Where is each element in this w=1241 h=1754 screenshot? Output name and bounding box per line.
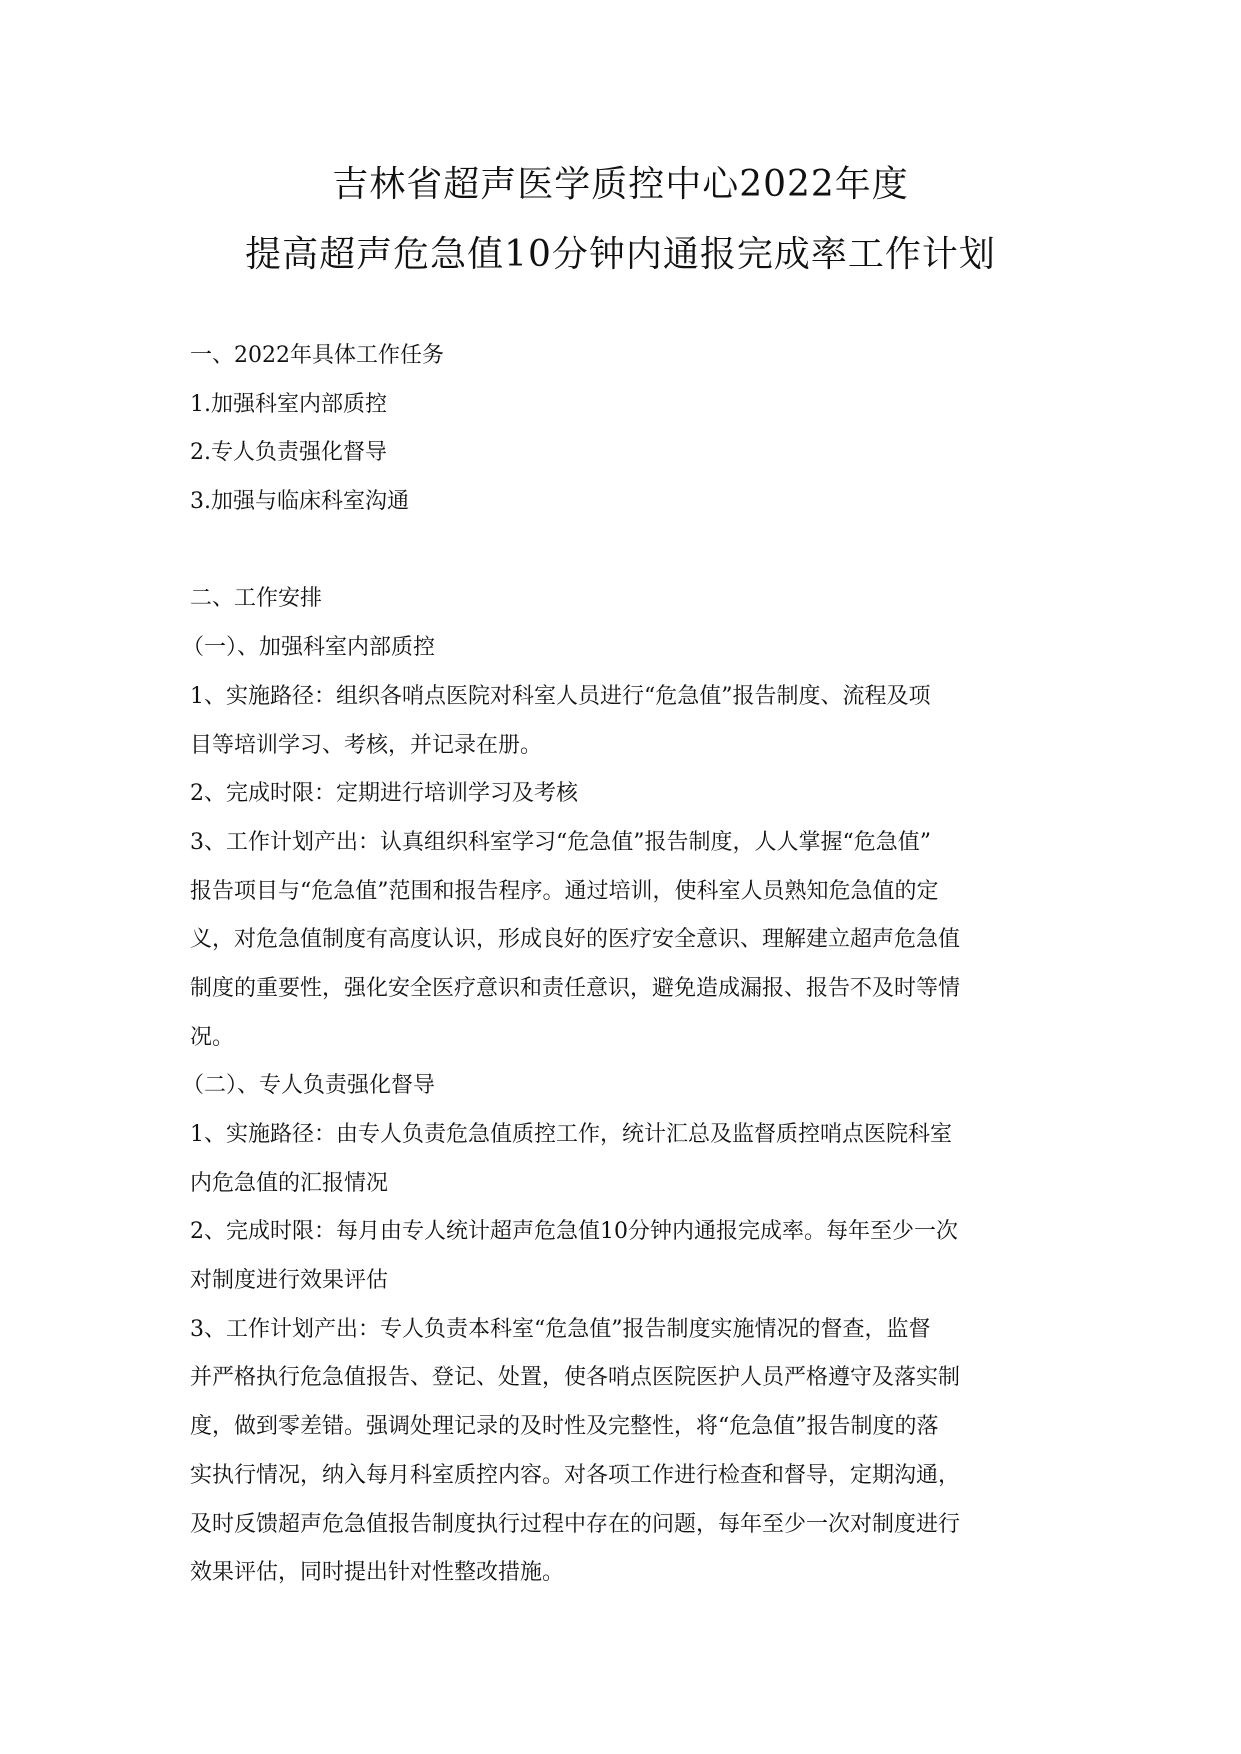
part-2-output-line-3: 度，做到零差错。强调处理记录的及时性及完整性，将“危急值”报告制度的落 xyxy=(190,1414,939,1440)
section-2-heading: 二、工作安排 xyxy=(190,586,323,612)
part-2-output-line-6: 效果评估，同时提出针对性整改措施。 xyxy=(190,1560,565,1586)
part-2-output-line-2: 并严格执行危急值报告、登记、处置，使各哨点医院医护人员严格遵守及落实制 xyxy=(190,1365,961,1391)
part-2-deadline-line-1: 2、完成时限：每月由专人统计超声危急值10分钟内通报完成率。每年至少一次 xyxy=(190,1219,958,1245)
task-item-1: 1.加强科室内部质控 xyxy=(190,391,387,417)
part-2-path-line-2: 内危急值的汇报情况 xyxy=(190,1170,389,1196)
part-1-heading: （一）、加强科室内部质控 xyxy=(182,635,436,661)
section-1-heading: 一、2022年具体工作任务 xyxy=(190,343,444,368)
blank-line xyxy=(190,527,1065,576)
part-1-output-line-4: 制度的重要性，强化安全医疗意识和责任意识，避免造成漏报、报告不及时等情 xyxy=(190,975,961,1001)
part-1-output-line-5: 况。 xyxy=(190,1024,235,1050)
document-body xyxy=(182,332,1065,1598)
task-item-3: 3.加强与临床科室沟通 xyxy=(190,489,409,515)
part-2-path-line-1: 1、实施路径：由专人负责危急值质控工作，统计汇总及监督质控哨点医院科室 xyxy=(190,1122,952,1147)
part-1-output-line-1: 3、工作计划产出：认真组织科室学习“危急值”报告制度，人人掌握“危急值” xyxy=(190,829,931,855)
title-line-1: 吉林省超声医学质控中心2022年度 xyxy=(332,164,909,205)
part-1-path-line-1: 1、实施路径：组织各哨点医院对科室人员进行“危急值”报告制度、流程及项 xyxy=(190,683,931,709)
part-2-output-line-5: 及时反馈超声危急值报告制度执行过程中存在的问题，每年至少一次对制度进行 xyxy=(190,1511,961,1537)
task-item-2: 2.专人负责强化督导 xyxy=(190,440,387,466)
part-1-deadline: 2、完成时限：定期进行培训学习及考核 xyxy=(190,781,578,807)
part-1-path-line-2: 目等培训学习、考核，并记录在册。 xyxy=(190,732,543,758)
part-2-heading: （二）、专人负责强化督导 xyxy=(182,1073,436,1099)
part-2-deadline-line-2: 对制度进行效果评估 xyxy=(190,1268,389,1294)
document-title xyxy=(0,150,1241,290)
part-1-output-line-3: 义，对危急值制度有高度认识，形成良好的医疗安全意识、理解建立超声危急值 xyxy=(190,927,961,953)
part-1-output-line-2: 报告项目与“危急值”范围和报告程序。通过培训，使科室人员熟知危急值的定 xyxy=(190,878,939,904)
part-2-output-line-4: 实执行情况，纳入每月科室质控内容。对各项工作进行检查和督导，定期沟通， xyxy=(190,1462,961,1488)
title-line-2: 提高超声危急值10分钟内通报完成率工作计划 xyxy=(245,234,996,275)
part-2-output-line-1: 3、工作计划产出：专人负责本科室“危急值”报告制度实施情况的督查，监督 xyxy=(190,1316,931,1342)
